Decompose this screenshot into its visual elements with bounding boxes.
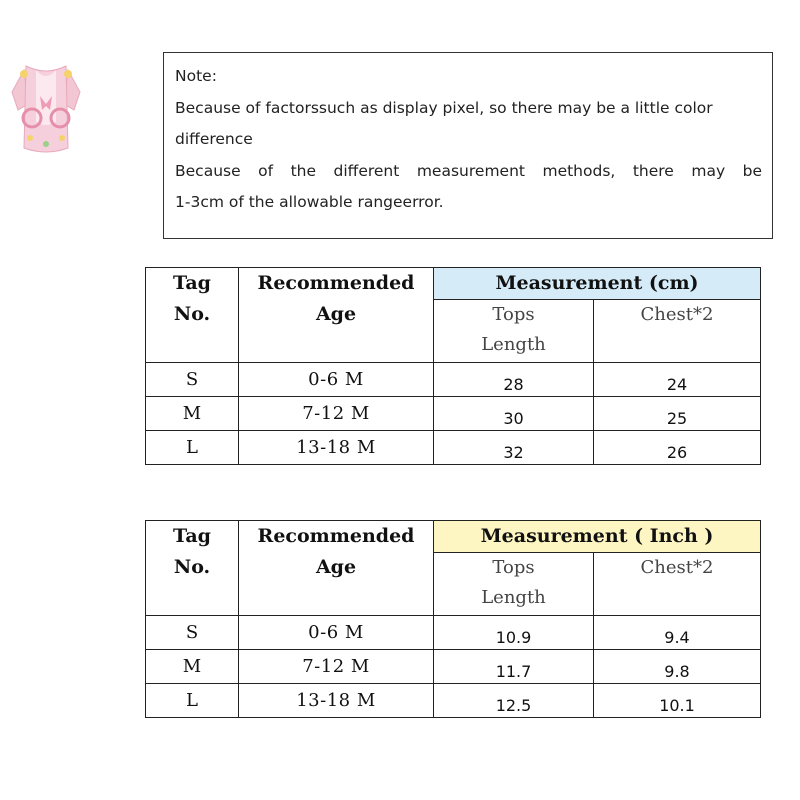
age-header-line1: Recommended [257,525,415,547]
tops-length-line1: Tops [492,304,535,325]
cardigan-image [10,52,82,162]
tag-cell: S [146,616,239,650]
measurement-header: Measurement ( Inch ) [434,521,761,553]
length-cell: 11.7 [434,650,594,684]
note-line: Because of the different measurement methods, there may be [175,161,762,180]
tops-length-line2: Length [481,334,546,355]
length-cell: 30 [434,397,594,431]
chest-cell: 10.1 [594,684,761,718]
age-header [239,268,434,363]
tops-length-line1: Tops [492,557,535,578]
chest-cell: 9.4 [594,616,761,650]
age-cell: 7-12 M [239,397,434,431]
length-cell: 10.9 [434,616,594,650]
table-row [146,684,761,718]
chest-header: Chest*2 [594,300,761,363]
table-row [146,650,761,684]
product-thumbnail [10,52,82,162]
tag-cell: L [146,431,239,465]
table-row [146,397,761,431]
size-table-inch [145,520,761,718]
tops-length-header [434,300,594,363]
note-line: Because of factorssuch as display pixel, so there may be a little color [175,98,713,117]
chest-cell: 9.8 [594,650,761,684]
chest-cell: 26 [594,431,761,465]
tag-cell: L [146,684,239,718]
tag-header-line1: Tag [173,272,211,294]
age-cell: 0-6 M [239,616,434,650]
tag-header-line2: No. [173,303,211,325]
tag-header-line1: Tag [173,525,211,547]
tag-cell: M [146,397,239,431]
note-line: 1-3cm of the allowable rangeerror. [175,193,444,211]
chest-header: Chest*2 [594,553,761,616]
chest-cell: 24 [594,363,761,397]
tops-length-header [434,553,594,616]
length-cell: 12.5 [434,684,594,718]
age-cell: 7-12 M [239,650,434,684]
tag-header [146,521,239,616]
tag-cell: M [146,650,239,684]
tag-header-line2: No. [173,556,211,578]
note-line: difference [175,130,253,148]
table-row [146,431,761,465]
age-cell: 0-6 M [239,363,434,397]
table-row [146,363,761,397]
tag-header [146,268,239,363]
length-cell: 32 [434,431,594,465]
note-box [163,52,773,239]
measurement-header: Measurement (cm) [434,268,761,300]
age-cell: 13-18 M [239,684,434,718]
age-header-line2: Age [315,303,357,325]
age-header-line1: Recommended [257,272,415,294]
age-header-line2: Age [315,556,357,578]
note-heading: Note: [175,67,217,85]
length-cell: 28 [434,363,594,397]
chest-cell: 25 [594,397,761,431]
age-header [239,521,434,616]
age-cell: 13-18 M [239,431,434,465]
size-table-cm [145,267,761,465]
tops-length-line2: Length [481,587,546,608]
table-row [146,616,761,650]
tag-cell: S [146,363,239,397]
